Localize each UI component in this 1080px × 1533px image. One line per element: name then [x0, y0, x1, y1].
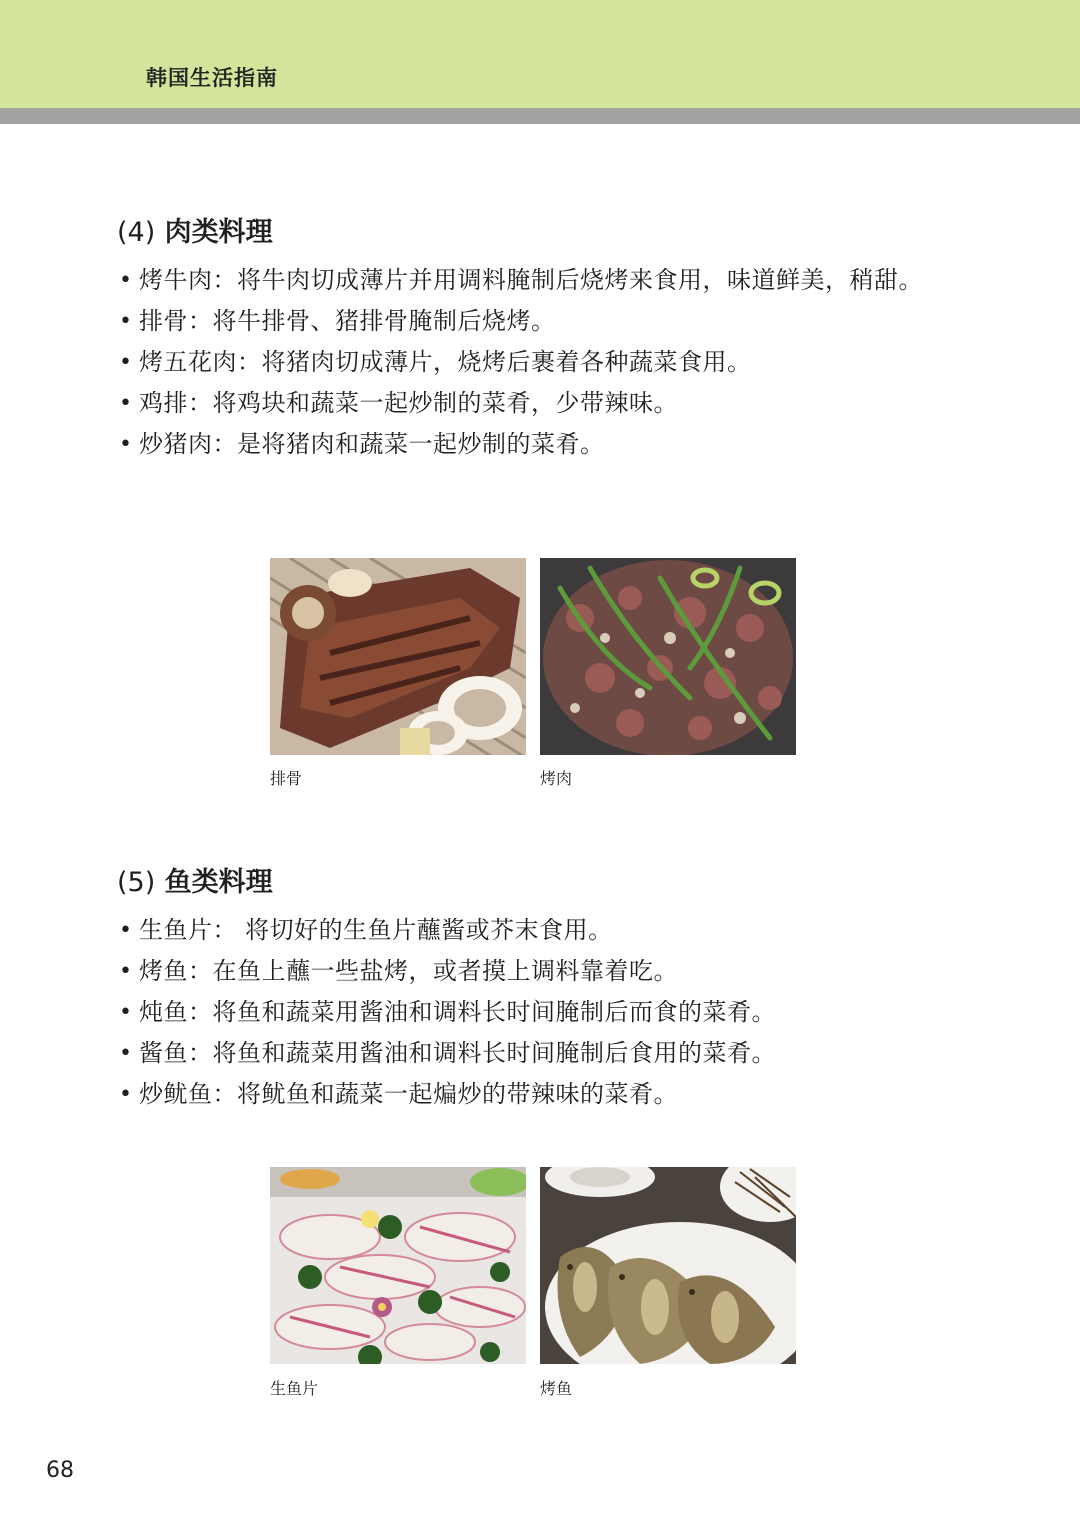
bullet-icon: • — [119, 1082, 133, 1107]
dish-name: 烤牛肉： — [139, 266, 237, 294]
bullet-icon: • — [119, 959, 133, 984]
dish-description: 将鱿鱼和蔬菜一起煸炒的带辣味的菜肴。 — [237, 1080, 678, 1108]
section-number: (5) — [117, 867, 156, 898]
bullet-icon: • — [119, 350, 133, 375]
bullet-icon: • — [119, 309, 133, 334]
section-heading — [117, 862, 977, 904]
dish-name: 酱鱼： — [139, 1039, 213, 1067]
grilled-fish-photo — [540, 1167, 796, 1364]
list-item — [117, 342, 977, 383]
dish-name: 烤五花肉： — [139, 348, 262, 376]
dish-description: 将牛肉切成薄片并用调料腌制后烧烤来食用，味道鲜美，稍甜。 — [237, 266, 923, 294]
dish-description: 将牛排骨、猪排骨腌制后烧烤。 — [212, 307, 556, 335]
list-item — [117, 1033, 977, 1074]
list-item — [117, 424, 977, 465]
dish-list — [117, 910, 977, 1115]
photo-caption: 生鱼片 — [270, 1379, 319, 1398]
section-number: (4) — [117, 217, 156, 248]
photo-caption: 烤鱼 — [540, 1379, 573, 1398]
dish-name: 炒猪肉： — [139, 430, 237, 458]
bullet-icon: • — [119, 268, 133, 293]
dish-name: 炒鱿鱼： — [139, 1080, 237, 1108]
dish-name: 炖鱼： — [139, 998, 213, 1026]
book-title: 韩国生活指南 — [146, 66, 278, 90]
dish-name: 生鱼片： — [139, 916, 237, 944]
section-title: 鱼类料理 — [164, 867, 273, 898]
dish-description: 将猪肉切成薄片，烧烤后裹着各种蔬菜食用。 — [261, 348, 752, 376]
section-heading — [117, 212, 977, 254]
dish-name: 烤鱼： — [139, 957, 213, 985]
dish-description: 在鱼上蘸一些盐烤，或者摸上调料靠着吃。 — [212, 957, 678, 985]
list-item — [117, 992, 977, 1033]
sashimi-photo — [270, 1167, 526, 1364]
list-item — [117, 383, 977, 424]
list-item — [117, 951, 977, 992]
list-item — [117, 1074, 977, 1115]
dish-description: 将鱼和蔬菜用酱油和调料长时间腌制后食用的菜肴。 — [212, 1039, 776, 1067]
section-meat-dishes — [117, 212, 977, 465]
dish-description: 将鱼和蔬菜用酱油和调料长时间腌制后而食的菜肴。 — [212, 998, 776, 1026]
bullet-icon: • — [119, 1000, 133, 1025]
dish-list — [117, 260, 977, 465]
bullet-icon: • — [119, 391, 133, 416]
dish-description: 是将猪肉和蔬菜一起炒制的菜肴。 — [237, 430, 605, 458]
page-number: 68 — [46, 1458, 74, 1483]
grilled-ribs-photo — [270, 558, 526, 755]
bulgogi-photo — [540, 558, 796, 755]
bullet-icon: • — [119, 432, 133, 457]
list-item — [117, 260, 977, 301]
section-title: 肉类料理 — [164, 217, 273, 248]
bullet-icon: • — [119, 918, 133, 943]
dish-description: 将切好的生鱼片蘸酱或芥末食用。 — [237, 916, 613, 944]
dish-name: 鸡排： — [139, 389, 213, 417]
dish-name: 排骨： — [139, 307, 213, 335]
photo-caption: 排骨 — [270, 769, 303, 788]
list-item — [117, 301, 977, 342]
section-fish-dishes — [117, 862, 977, 1115]
dish-description: 将鸡块和蔬菜一起炒制的菜肴，少带辣味。 — [212, 389, 678, 417]
bullet-icon: • — [119, 1041, 133, 1066]
list-item — [117, 910, 977, 951]
header-divider — [0, 108, 1080, 124]
photo-caption: 烤肉 — [540, 769, 573, 788]
